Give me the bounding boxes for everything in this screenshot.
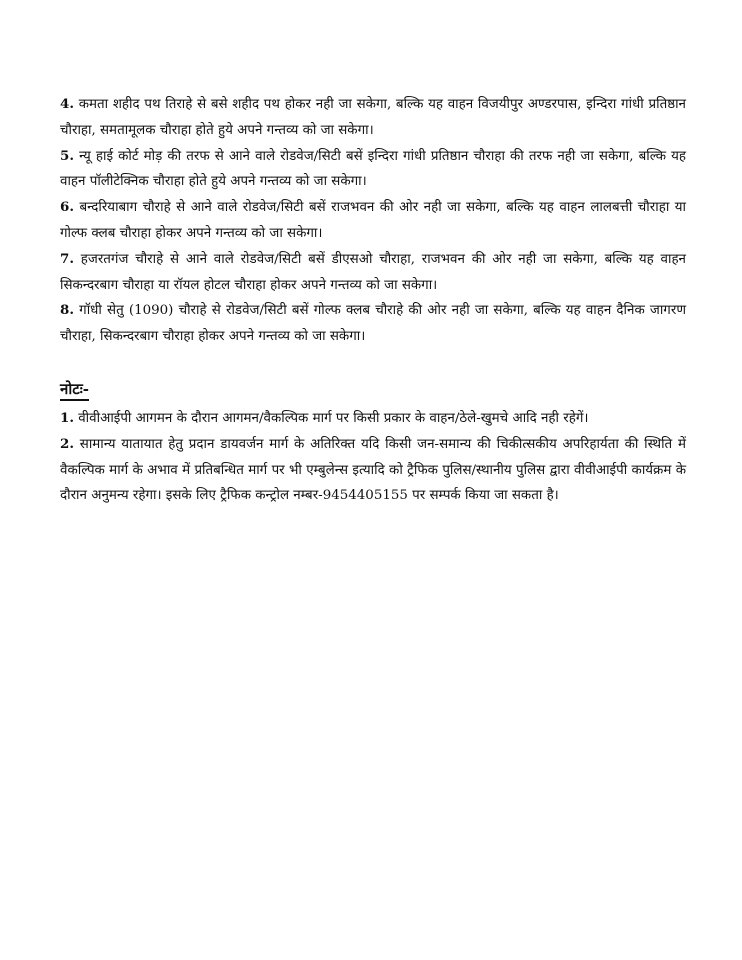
note-number: 2. [60, 435, 74, 452]
note-heading-text: नोटः- [60, 380, 89, 401]
item-text: न्यू हाई कोर्ट मोड़ की तरफ से आने वाले रोडवेज/सिटी बसें इन्दिरा गांधी प्रतिष्ठान चौराहा की तरफ नही जा सकेगा, बल्कि यह वाहन पॉलीटेक्निक चौराहा होते हुये अपने गन्तव्य को जा सकेगा। [60, 148, 686, 190]
item-text: हजरतगंज चौराहे से आने वाले रोडवेज/सिटी बसें डीएसओ चौराहा, राजभवन की ओर नही जा सकेगा, बल्कि यह वाहन सिकन्दरबाग चौराहा या रॉयल होटल चौराहा होकर अपने गन्तव्य को जा सकेगा। [60, 251, 686, 293]
item-number: 5. [60, 147, 74, 164]
diversion-item-7 [60, 247, 686, 299]
note-heading [60, 378, 686, 400]
diversion-item-8 [60, 298, 686, 350]
item-number: 7. [60, 250, 74, 267]
note-item-1 [60, 406, 686, 432]
notes-section [60, 406, 686, 509]
item-text: कमता शहीद पथ तिराहे से बसे शहीद पथ होकर नही जा सकेगा, बल्कि यह वाहन विजयीपुर अण्डरपास, इन्दिरा गांधी प्रतिष्ठान चौराहा, समतामूलक चौराहा होते हुये अपने गन्तव्य को जा सकेगा। [60, 97, 686, 138]
item-number: 4. [60, 96, 74, 112]
item-number: 6. [60, 199, 74, 216]
item-text: बन्दरियाबाग चौराहे से आने वाले रोडवेज/सिटी बसें राजभवन की ओर नही जा सकेगा, बल्कि यह वाहन लालबत्ती चौराहा या गोल्फ क्लब चौराहा होकर अपने गन्तव्य को जा सकेगा। [60, 200, 686, 241]
note-text: वीवीआईपी आगमन के दौरान आगमन/वैकल्पिक मार्ग पर किसी प्रकार के वाहन/ठेले-खुमचे आदि नही रहेगें। [73, 410, 589, 426]
item-number: 8. [60, 302, 74, 319]
note-text: सामान्य यातायात हेतु प्रदान डायवर्जन मार्ग के अतिरिक्त यदि किसी जन-समान्य की चिकीत्सकीय अपरिहार्यता की स्थिति में वैकल्पिक मार्ग के अभाव में प्रतिबन्धित मार्ग पर भी एम्बुलेन्स इत्यादि को ट्रैफिक पुलिस/स्थानीय पुलिस द्वारा वीवीआईपी कार्यक्रम के दौरान अनुमन्य रहेगा। इसके लिए ट्रैफिक कन्ट्रोल नम्बर-9454405155 पर सम्पर्क किया जा सकता है। [60, 436, 686, 504]
diversion-item-4 [60, 92, 686, 144]
note-number: 1. [60, 409, 74, 426]
document-page [60, 92, 686, 509]
note-item-2 [60, 432, 686, 509]
diversion-item-6 [60, 195, 686, 247]
diversion-item-5 [60, 144, 686, 196]
item-text: गॉधी सेतु (1090) चौराहे से रोडवेज/सिटी बसें गोल्फ क्लब चौराहे की ओर नही जा सकेगा, बल्कि यह वाहन दैनिक जागरण चौराहा, सिकन्दरबाग चौराहा होकर अपने गन्तव्य को जा सकेगा। [60, 303, 686, 345]
